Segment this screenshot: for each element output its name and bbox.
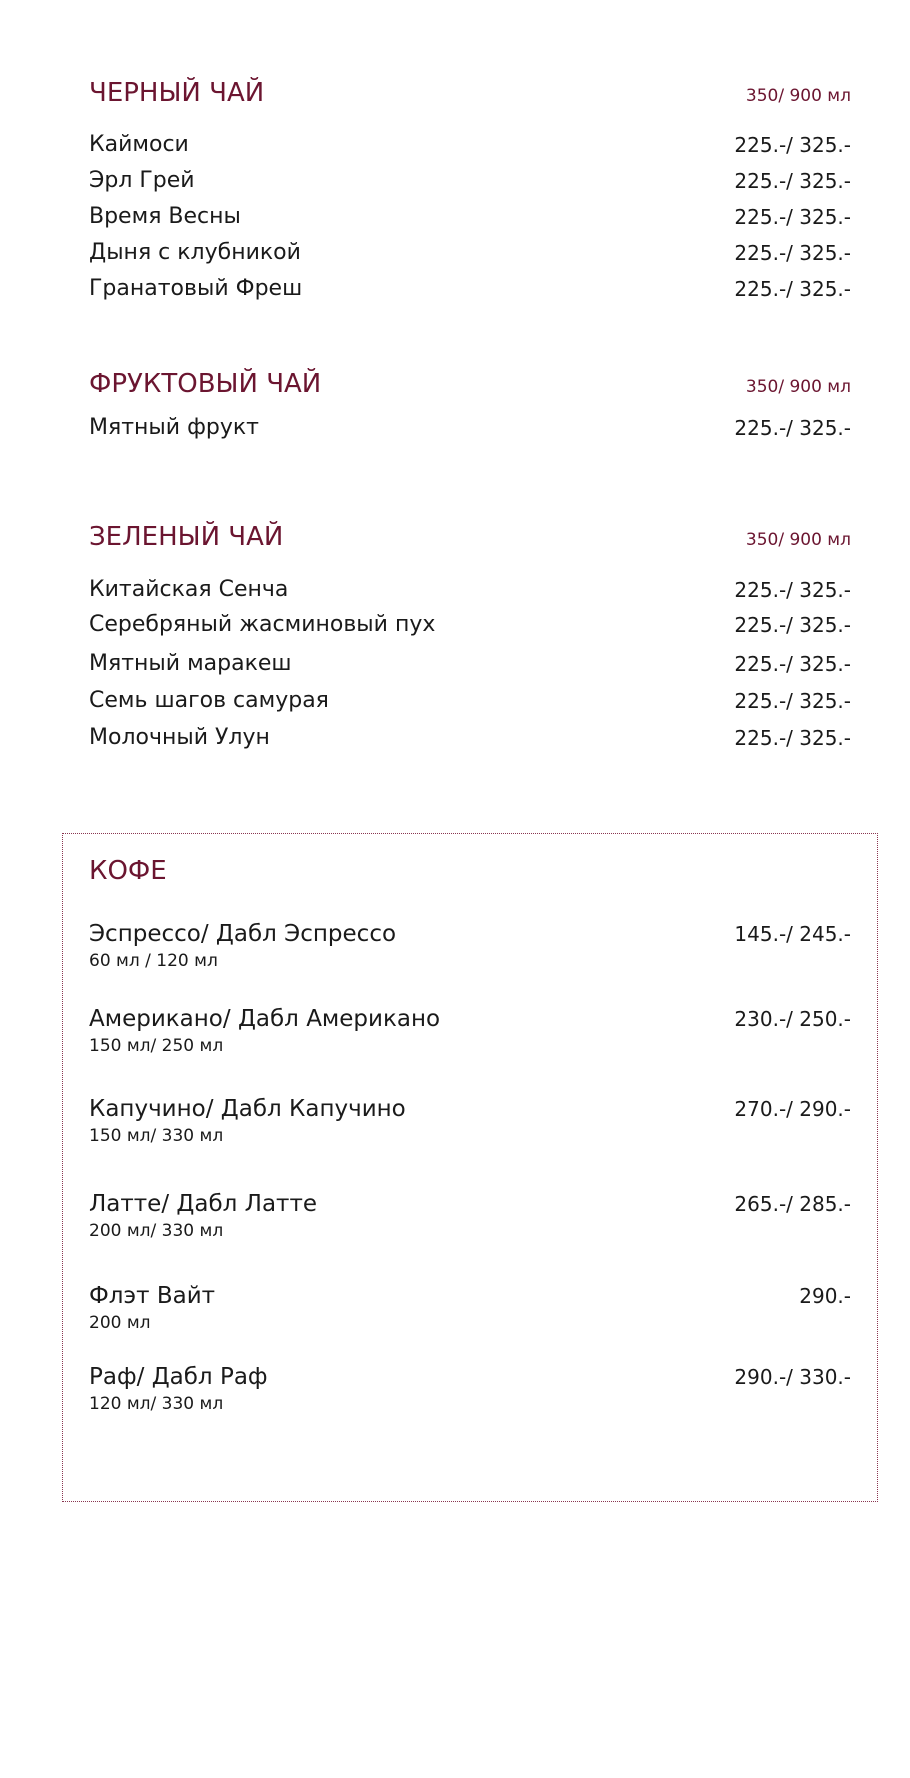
item-name: Раф/ Дабл Раф xyxy=(89,1364,268,1390)
section-volume: 350/ 900 мл xyxy=(745,530,851,550)
item-volume: 150 мл/ 250 мл xyxy=(89,1036,224,1056)
item-name: Флэт Вайт xyxy=(89,1283,216,1309)
item-name: Эспрессо/ Дабл Эспрессо xyxy=(89,921,397,947)
item-name: Капучино/ Дабл Капучино xyxy=(89,1096,406,1122)
section-volume: 350/ 900 мл xyxy=(745,377,851,397)
coffee-item xyxy=(89,919,851,975)
menu-item xyxy=(89,649,851,679)
item-name: Семь шагов самурая xyxy=(89,688,329,713)
section-title: ЧЕРНЫЙ ЧАЙ xyxy=(89,78,265,108)
item-price: 225.-/ 325.- xyxy=(734,205,851,229)
coffee-item xyxy=(89,1281,851,1337)
item-volume: 150 мл/ 330 мл xyxy=(89,1126,224,1146)
section-title: ЗЕЛЕНЫЙ ЧАЙ xyxy=(89,522,284,552)
item-name: Молочный Улун xyxy=(89,725,270,750)
item-name: Дыня с клубникой xyxy=(89,240,301,265)
menu-item xyxy=(89,723,851,753)
menu-item xyxy=(89,130,851,160)
item-name: Мятный фрукт xyxy=(89,415,259,440)
menu-item xyxy=(89,575,851,605)
coffee-item xyxy=(89,1189,851,1245)
item-volume: 200 мл/ 330 мл xyxy=(89,1221,224,1241)
item-price: 225.-/ 325.- xyxy=(734,241,851,265)
item-price: 225.-/ 325.- xyxy=(734,277,851,301)
item-name: Китайская Сенча xyxy=(89,577,289,602)
green-tea-header xyxy=(89,519,851,555)
item-volume: 120 мл/ 330 мл xyxy=(89,1394,224,1414)
item-name: Время Весны xyxy=(89,204,241,229)
item-price: 290.- xyxy=(799,1284,851,1308)
coffee-section xyxy=(62,833,878,1502)
menu-item xyxy=(89,413,851,443)
item-name: Американо/ Дабл Американо xyxy=(89,1006,441,1032)
item-name: Эрл Грей xyxy=(89,168,195,193)
menu-item xyxy=(89,202,851,232)
item-price: 145.-/ 245.- xyxy=(734,922,851,946)
item-name: Латте/ Дабл Латте xyxy=(89,1191,317,1217)
item-name: Каймоси xyxy=(89,132,189,157)
item-price: 290.-/ 330.- xyxy=(734,1365,851,1389)
menu-item xyxy=(89,610,851,640)
item-price: 225.-/ 325.- xyxy=(734,133,851,157)
menu-item xyxy=(89,274,851,304)
section-title: КОФЕ xyxy=(89,856,167,886)
item-price: 225.-/ 325.- xyxy=(734,689,851,713)
item-price: 270.-/ 290.- xyxy=(734,1097,851,1121)
coffee-item xyxy=(89,1362,851,1418)
menu-item xyxy=(89,238,851,268)
item-volume: 60 мл / 120 мл xyxy=(89,951,218,971)
item-name: Мятный маракеш xyxy=(89,651,292,676)
item-price: 225.-/ 325.- xyxy=(734,169,851,193)
item-price: 225.-/ 325.- xyxy=(734,416,851,440)
section-volume: 350/ 900 мл xyxy=(745,86,851,106)
item-price: 225.-/ 325.- xyxy=(734,613,851,637)
coffee-item xyxy=(89,1004,851,1060)
fruit-tea-header xyxy=(89,366,851,402)
item-name: Гранатовый Фреш xyxy=(89,276,303,301)
item-price: 230.-/ 250.- xyxy=(734,1007,851,1031)
menu-item xyxy=(89,166,851,196)
black-tea-header xyxy=(89,75,851,111)
item-price: 265.-/ 285.- xyxy=(734,1192,851,1216)
item-name: Серебряный жасминовый пух xyxy=(89,612,436,637)
item-price: 225.-/ 325.- xyxy=(734,652,851,676)
item-price: 225.-/ 325.- xyxy=(734,726,851,750)
item-price: 225.-/ 325.- xyxy=(734,578,851,602)
menu-item xyxy=(89,686,851,716)
item-volume: 200 мл xyxy=(89,1313,151,1333)
coffee-item xyxy=(89,1094,851,1150)
section-title: ФРУКТОВЫЙ ЧАЙ xyxy=(89,369,322,399)
